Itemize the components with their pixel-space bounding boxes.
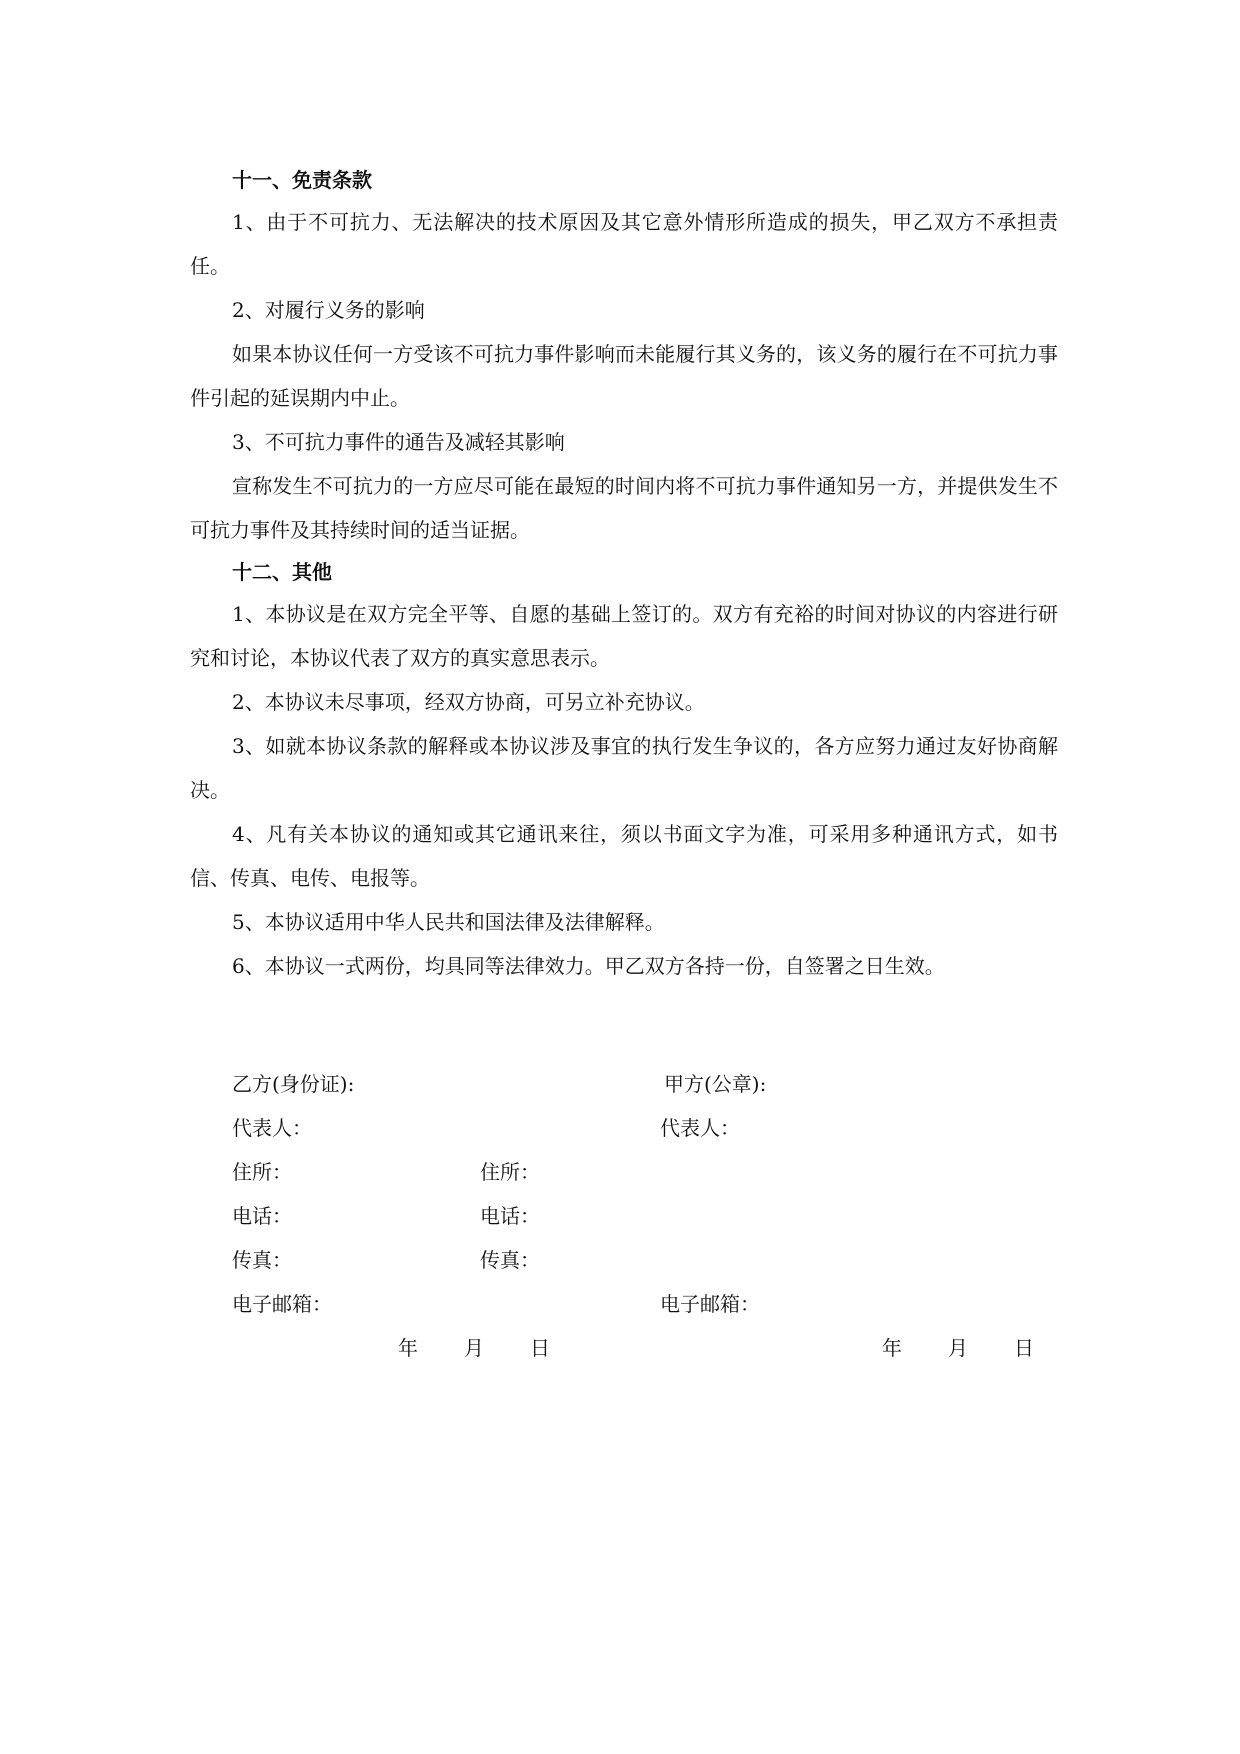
clause-paragraph: 2、对履行义务的影响 (232, 298, 425, 322)
date-month-b: 月 (464, 1336, 484, 1360)
section-heading-disclaimer: 十一、免责条款 (232, 168, 372, 192)
date-day-b: 日 (530, 1336, 550, 1360)
representative-a-label: 代表人： (660, 1116, 740, 1140)
clause-paragraph: 5、本协议适用中华人民共和国法律及法律解释。 (232, 910, 665, 934)
representative-b-label: 代表人： (232, 1116, 312, 1140)
phone-b-label: 电话： (232, 1204, 292, 1228)
clause-paragraph: 宣称发生不可抗力的一方应尽可能在最短的时间内将不可抗力事件通知另一方，并提供发生不可抗力事件及其持续时间的适当证据。 (190, 474, 1058, 542)
clause-paragraph: 3、不可抗力事件的通告及减轻其影响 (232, 430, 565, 454)
fax-b-label: 传真： (232, 1248, 292, 1272)
section-heading-other: 十二、其他 (232, 560, 332, 584)
clause-paragraph: 1、由于不可抗力、无法解决的技术原因及其它意外情形所造成的损失，甲乙双方不承担责任。 (190, 210, 1058, 278)
party-b-label: 乙方(身份证): (232, 1072, 355, 1096)
date-year-b: 年 (398, 1336, 418, 1360)
clause-paragraph: 3、如就本协议条款的解释或本协议涉及事宜的执行发生争议的，各方应努力通过友好协商解决。 (190, 734, 1058, 802)
fax-a-label: 传真： (480, 1248, 540, 1272)
clause-paragraph: 如果本协议任何一方受该不可抗力事件影响而未能履行其义务的，该义务的履行在不可抗力事件引起的延误期内中止。 (190, 342, 1058, 410)
clause-paragraph: 6、本协议一式两份，均具同等法律效力。甲乙双方各持一份，自签署之日生效。 (232, 954, 945, 978)
email-b-label: 电子邮箱： (232, 1292, 332, 1316)
date-year-a: 年 (882, 1336, 902, 1360)
date-month-a: 月 (948, 1336, 968, 1360)
email-a-label: 电子邮箱： (660, 1292, 760, 1316)
date-day-a: 日 (1014, 1336, 1034, 1360)
phone-a-label: 电话： (480, 1204, 540, 1228)
address-b-label: 住所： (232, 1160, 292, 1184)
address-a-label: 住所： (480, 1160, 540, 1184)
party-a-label: 甲方(公章): (664, 1072, 767, 1096)
clause-paragraph: 1、本协议是在双方完全平等、自愿的基础上签订的。双方有充裕的时间对协议的内容进行研究和讨论，本协议代表了双方的真实意思表示。 (190, 602, 1058, 670)
clause-paragraph: 4、凡有关本协议的通知或其它通讯来往，须以书面文字为准，可采用多种通讯方式，如书信、传真、电传、电报等。 (190, 822, 1058, 890)
clause-paragraph: 2、本协议未尽事项，经双方协商，可另立补充协议。 (232, 690, 705, 714)
